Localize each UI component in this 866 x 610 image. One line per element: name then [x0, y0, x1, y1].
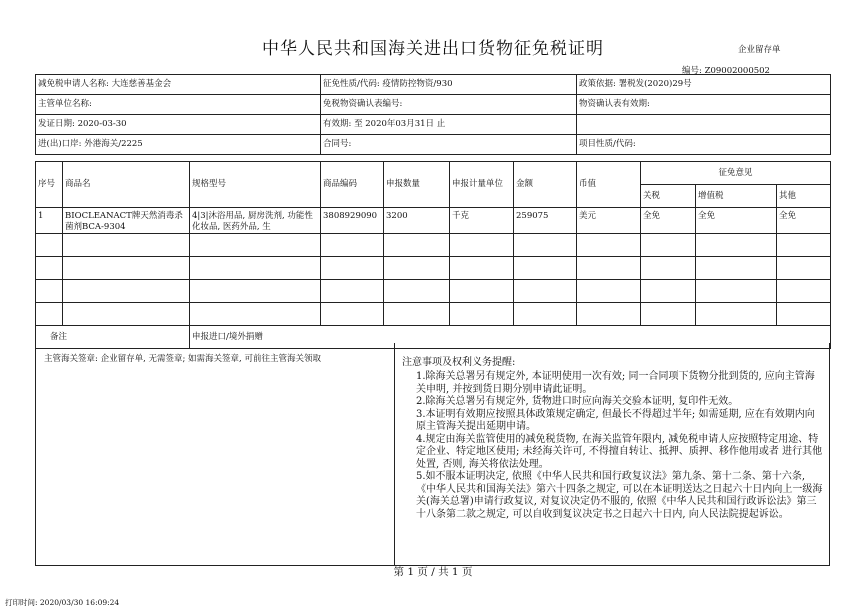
- copy-label: 企业留存单: [738, 45, 781, 55]
- table-row: [36, 280, 831, 303]
- row-cell: 1: [36, 208, 63, 234]
- empty-cell: [577, 115, 831, 135]
- row-cell: 3808929090: [321, 208, 384, 234]
- notice-item: 2.除海关总署另有规定外, 货物进口时应向海关交验本证明, 复印件无效。: [416, 396, 739, 407]
- row-cell: 全免: [641, 208, 696, 234]
- row-cell: 4|3|沐浴用品, 厨房洗剂, 功能性化妆品, 医药外品, 生: [190, 208, 321, 234]
- authority-field: 主管单位名称:: [36, 95, 321, 115]
- col-header: 申报数量: [384, 162, 450, 208]
- col-header: 商品编码: [321, 162, 384, 208]
- remark-text: 申报进口/境外捐赠: [190, 326, 831, 349]
- notice-title: 注意事项及权利义务提醒:: [402, 357, 516, 368]
- print-time: 打印时间: 2020/03/30 16:09:24: [5, 598, 120, 607]
- table-row: [36, 303, 831, 326]
- col-header: 商品名: [63, 162, 190, 208]
- row-cell: 全免: [696, 208, 777, 234]
- col-header: 币值: [577, 162, 641, 208]
- row-cell: 259075: [514, 208, 577, 234]
- contract-field: 合同号:: [321, 135, 577, 155]
- project-field: 项目性质/代码:: [577, 135, 831, 155]
- col-header: 其他: [777, 185, 831, 208]
- col-header: 关税: [641, 185, 696, 208]
- serial-number: 编号: Z09002000502: [682, 66, 770, 76]
- goods-table: [35, 161, 831, 349]
- row-cell: 千克: [450, 208, 514, 234]
- row-cell: 3200: [384, 208, 450, 234]
- valid-until-field: 有效期: 至 2020年03月31日 止: [321, 115, 577, 135]
- col-header: 序号: [36, 162, 63, 208]
- confirm-valid-field: 物资确认表有效期:: [577, 95, 831, 115]
- applicant-field: 减免税申请人名称: 大连慈善基金会: [36, 75, 321, 95]
- document-title: 中华人民共和国海关进出口货物征免税证明: [262, 39, 604, 59]
- info-table: [35, 74, 831, 155]
- table-row: [36, 257, 831, 280]
- issue-date-field: 发证日期: 2020-03-30: [36, 115, 321, 135]
- notice-list: [416, 371, 824, 521]
- col-header: 金额: [514, 162, 577, 208]
- remark-label: 备注: [36, 326, 190, 349]
- col-header: 申报计量单位: [450, 162, 514, 208]
- page-number: 第 1 页 / 共 1 页: [393, 566, 473, 578]
- nature-field: 征免性质/代码: 疫情防控物资/930: [321, 75, 577, 95]
- row-cell: 全免: [777, 208, 831, 234]
- notice-item: 1.除海关总署另有规定外, 本证明使用一次有效; 同一合同项下货物分批到货的, 应向主管海关申明, 并按到货日期分别申请此证明。: [416, 371, 815, 395]
- table-row: [36, 234, 831, 257]
- col-header: 增值税: [696, 185, 777, 208]
- notice-item: 3.本证明有效期应按照具体政策规定确定, 但最长不得超过半年; 如需延期, 应在有效期内向原主管海关提出延期申请。: [416, 408, 815, 432]
- section-divider: [394, 343, 395, 566]
- table-row: [36, 208, 831, 234]
- col-header: 规格型号: [190, 162, 321, 208]
- row-cell: 美元: [577, 208, 641, 234]
- tax-group-header: 征免意见: [641, 162, 831, 185]
- notice-item: 4.规定由海关监管使用的减免税货物, 在海关监管年限内, 减免税申请人应按照特定用途、特定企业、特定地区使用; 未经海关许可, 不得擅自转让、抵押、质押、移作他用或者 进行其他处置, 否则, 海关将依法处理。: [416, 433, 823, 470]
- row-cell: BIOCLEANACT牌天然消毒杀菌剂BCA-9304: [63, 208, 190, 234]
- port-field: 进(出)口岸: 外港海关/2225: [36, 135, 321, 155]
- notice-item: 5.如不服本证明决定, 依照《中华人民共和国行政复议法》第九条、第十二条、第十六条, 《中华人民共和国海关法》第六十四条之规定, 可以在本证明送达之日起六十日内向上一级海关(海关总署)申请行政复议, 对复议决定仍不服的, 依照《中华人民共和国行政诉讼法》第三十八条第二款之规定, 可以自收到复议决定书之日起六十日内, 向人民法院提起诉讼。: [416, 471, 823, 520]
- customs-signature: 主管海关签章: 企业留存单, 无需签章; 如需海关签章, 可前往主管海关领取: [44, 354, 321, 364]
- basis-field: 政策依据: 署税发(2020)29号: [577, 75, 831, 95]
- confirm-no-field: 免税物资确认表编号:: [321, 95, 577, 115]
